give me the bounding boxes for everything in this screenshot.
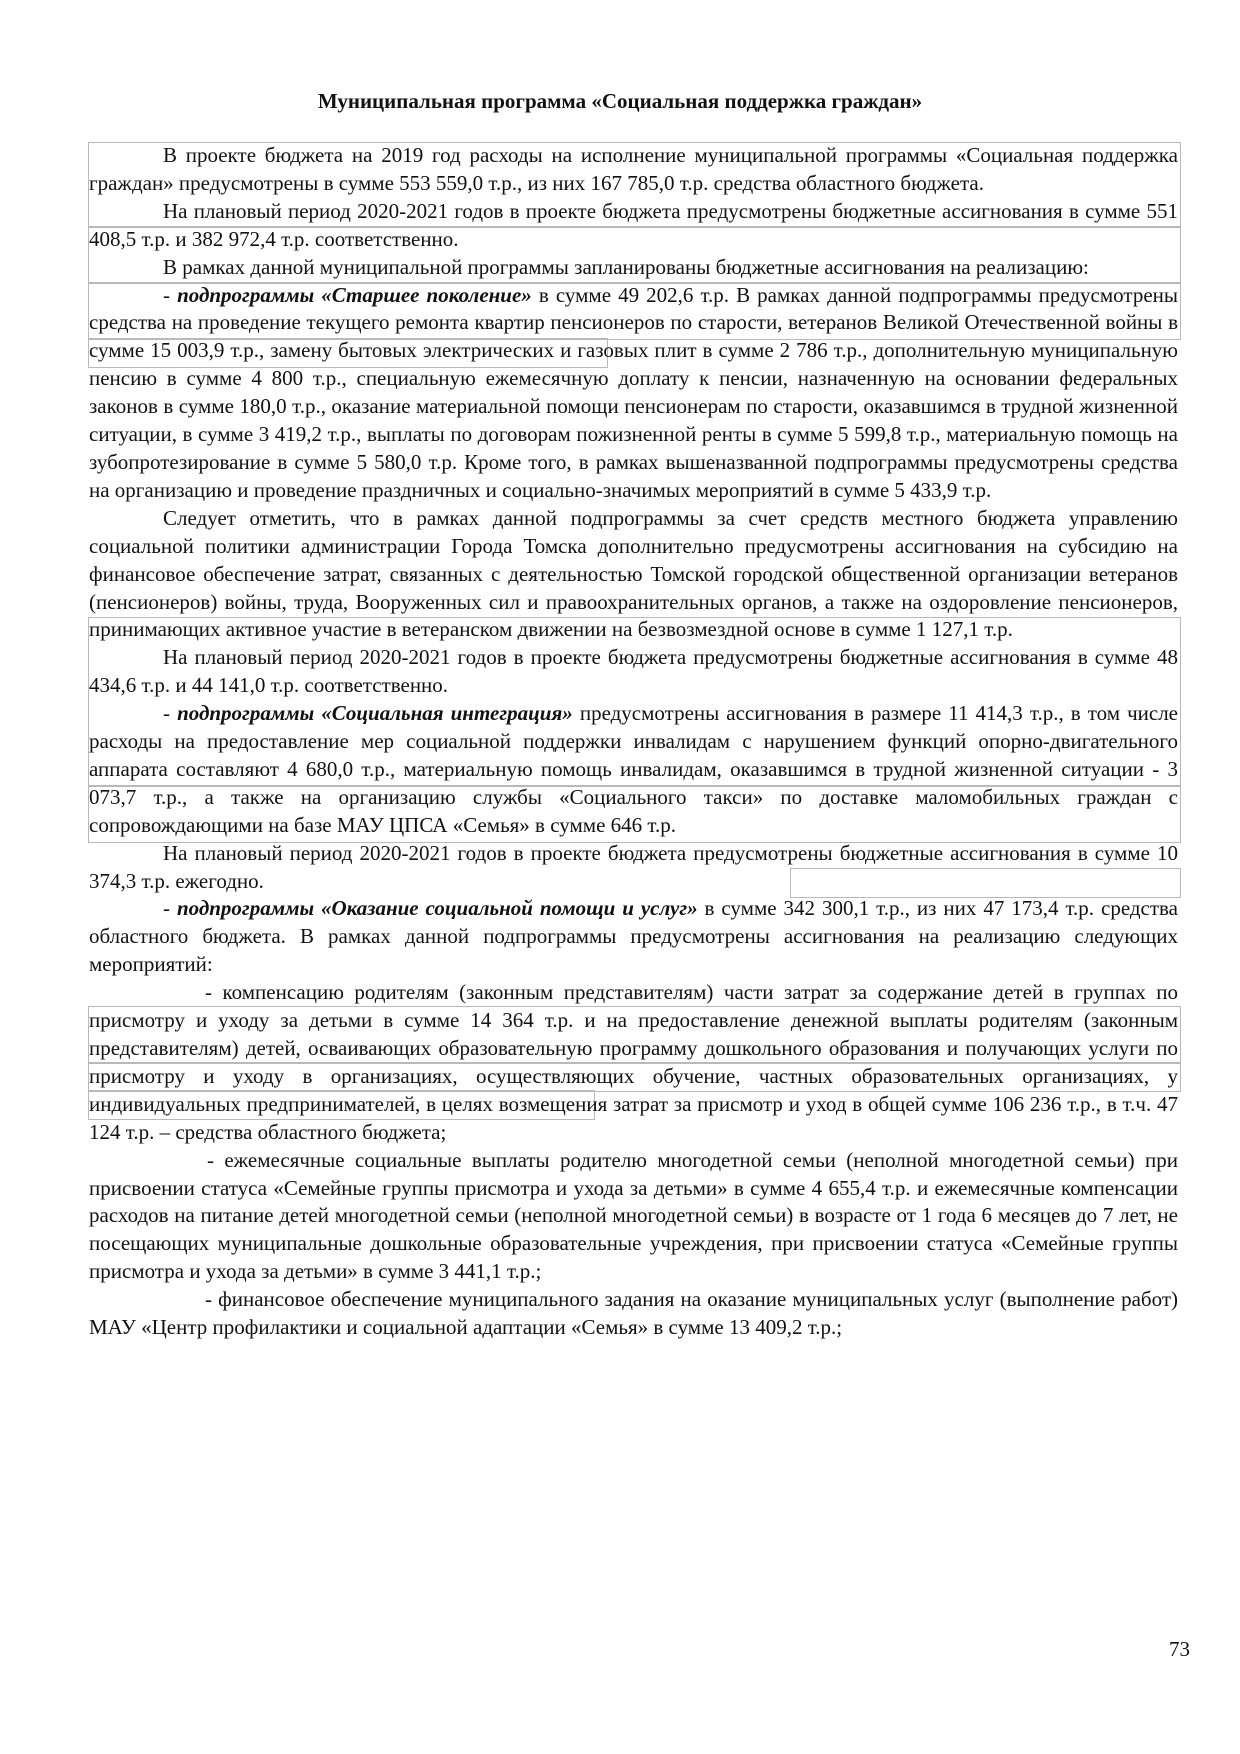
list-item: - финансовое обеспечение муниципального задания на оказание муниципальных услуг (выполнение работ) МАУ «Центр профилактики и социальной адаптации «Семья» в сумме 13 409,2 т.р.; <box>89 1287 1178 1340</box>
subprogram-text: в сумме 342 300,1 т.р., из них 47 173,4 т.р. средства областного бюджета. В рамках данной подпрограммы предусмотрены ассигнования на реализацию следующих мероприятий: <box>89 896 1179 977</box>
subprogram-name: подпрограммы «Старшее поколение» <box>177 282 532 307</box>
paragraph: В рамках данной муниципальной программы запланированы бюджетные ассигнования на реализацию: <box>163 254 1089 279</box>
list-dash: - <box>163 701 178 726</box>
list-dash: - <box>163 282 178 307</box>
subprogram-paragraph <box>89 700 1178 840</box>
list-dash: - <box>163 896 177 921</box>
subprogram-name: подпрограммы «Социальная интеграция» <box>177 701 573 726</box>
paragraph: Следует отметить, что в рамках данной подпрограммы за счет средств местного бюджета управлению социальной политики администрации Города Томска дополнительно предусмотрены ассигнования на субсидию на финансовое обеспечение затрат, связанных с деятельностью Томской городской общественной организации ветеранов (пенсионеров) войны, труда, Вооруженных сил и правоохранительных органов, а также на оздоровление пенсионеров, принимающих активное участие в ветеранском движении на безвозмездной основе в сумме 1 127,1 т.р. <box>89 505 1178 642</box>
subprogram-text: в сумме 49 202,6 т.р. В рамках данной подпрограммы предусмотрены средства на проведение текущего ремонта квартир пенсионеров по старости, ветеранов Великой Отечественной войны в сумме 15 003,9 т.р., замену бытовых электрических и газовых плит в сумме 2 786 т.р., дополнительную муниципальную пенсию в сумме 4 800 т.р., специальную ежемесячную доплату к пенсии, назначенную на основании федеральных законов в сумме 180,0 т.р., оказание материальной помощи пенсионерам по старости, оказавшимся в трудной жизненной ситуации, в сумме 3 419,2 т.р., выплаты по договорам пожизненной ренты в сумме 5 599,8 т.р., материальную помощь на зубопротезирование в сумме 5 580,0 т.р. Кроме того, в рамках вышеназванной подпрограммы предусмотрены средства на организацию и проведение праздничных и социально-значимых мероприятий в сумме 5 433,9 т.р. <box>89 282 1178 502</box>
document-body <box>89 142 1178 1342</box>
list-item: - компенсацию родителям (законным представителям) части затрат за содержание детей в группах по присмотру и уходу за детьми в сумме 14 364 т.р. и на предоставление денежной выплаты родителям (законным представителям) детей, осваивающих образовательную программу дошкольного образования и получающих услуги по присмотру и уходу в организациях, осуществляющих обучение, частных образовательных организациях, у индивидуальных предпринимателей, в целях возмещения затрат за присмотр и уход в общей сумме 106 236 т.р., в т.ч. 47 124 т.р. – средства областного бюджета; <box>89 980 1178 1144</box>
paragraph: На плановый период 2020-2021 годов в проекте бюджета предусмотрены бюджетные ассигнования в сумме 551 408,5 т.р. и 382 972,4 т.р. соответственно. <box>89 198 1178 251</box>
subprogram-paragraph <box>89 282 1178 505</box>
subprogram-text: предусмотрены ассигнования в размере 11 414,3 т.р., в том числе расходы на предоставление мер социальной поддержки инвалидам с нарушением функций опорно-двигательного аппарата составляют 4 680,0 т.р., материальную помощь инвалидам, оказавшимся в трудной жизненной ситуации - 3 073,7 т.р., а также на организацию службы «Социального такси» по доставке маломобильных граждан с сопровождающими на базе МАУ ЦПСА «Семья» в сумме 646 т.р. <box>89 701 1178 837</box>
subprogram-name: подпрограммы «Оказание социальной помощи и услуг» <box>176 896 698 921</box>
paragraph: В проекте бюджета на 2019 год расходы на исполнение муниципальной программы «Социальная поддержка граждан» предусмотрены в сумме 553 559,0 т.р., из них 167 785,0 т.р. средства областного бюджета. <box>89 143 1178 195</box>
list-item: - ежемесячные социальные выплаты родителю многодетной семьи (неполной многодетной семьи) при присвоении статуса «Семейные группы присмотра и ухода за детьми» в сумме 4 655,4 т.р. и ежемесячные компенсации расходов на питание детей многодетной семьи (неполной многодетной семьи) в возрасте от 1 года 6 месяцев до 7 лет, не посещающих муниципальные дошкольные образовательные учреждения, при присвоении статуса «Семейные группы присмотра и ухода за детьми» в сумме 3 441,1 т.р.; <box>89 1147 1178 1284</box>
page-title: Муниципальная программа «Социальная поддержка граждан» <box>317 89 923 113</box>
paragraph: На плановый период 2020-2021 годов в проекте бюджета предусмотрены бюджетные ассигнования в сумме 48 434,6 т.р. и 44 141,0 т.р. соответственно. <box>89 645 1178 698</box>
paragraph: На плановый период 2020-2021 годов в проекте бюджета предусмотрены бюджетные ассигнования в сумме 10 374,3 т.р. ежегодно. <box>89 840 1178 893</box>
page-number: 73 <box>1169 1637 1190 1661</box>
subprogram-paragraph <box>89 895 1178 979</box>
